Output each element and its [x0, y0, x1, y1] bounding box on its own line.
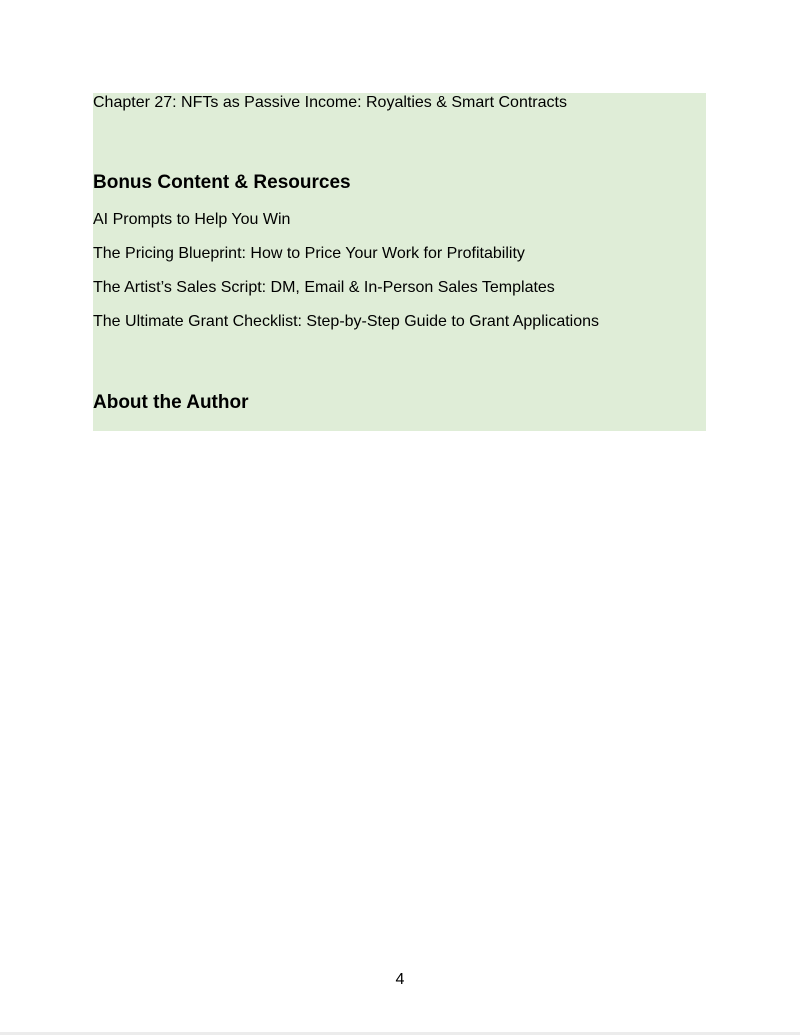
toc-entry-chapter-27: Chapter 27: NFTs as Passive Income: Royalties & Smart Contracts: [93, 94, 567, 111]
toc-entry-grant-checklist: The Ultimate Grant Checklist: Step-by-Step Guide to Grant Applications: [93, 313, 600, 330]
page-number: 4: [395, 971, 405, 988]
toc-highlight-block: [93, 93, 706, 431]
toc-entry-ai-prompts: AI Prompts to Help You Win: [93, 211, 291, 228]
toc-entry-pricing-blueprint: The Pricing Blueprint: How to Price Your Work for Profitability: [93, 245, 525, 262]
bonus-content-heading: Bonus Content & Resources: [93, 172, 351, 193]
toc-entry-sales-script: The Artist’s Sales Script: DM, Email & In-Person Sales Templates: [93, 279, 555, 296]
about-author-heading: About the Author: [93, 392, 249, 413]
